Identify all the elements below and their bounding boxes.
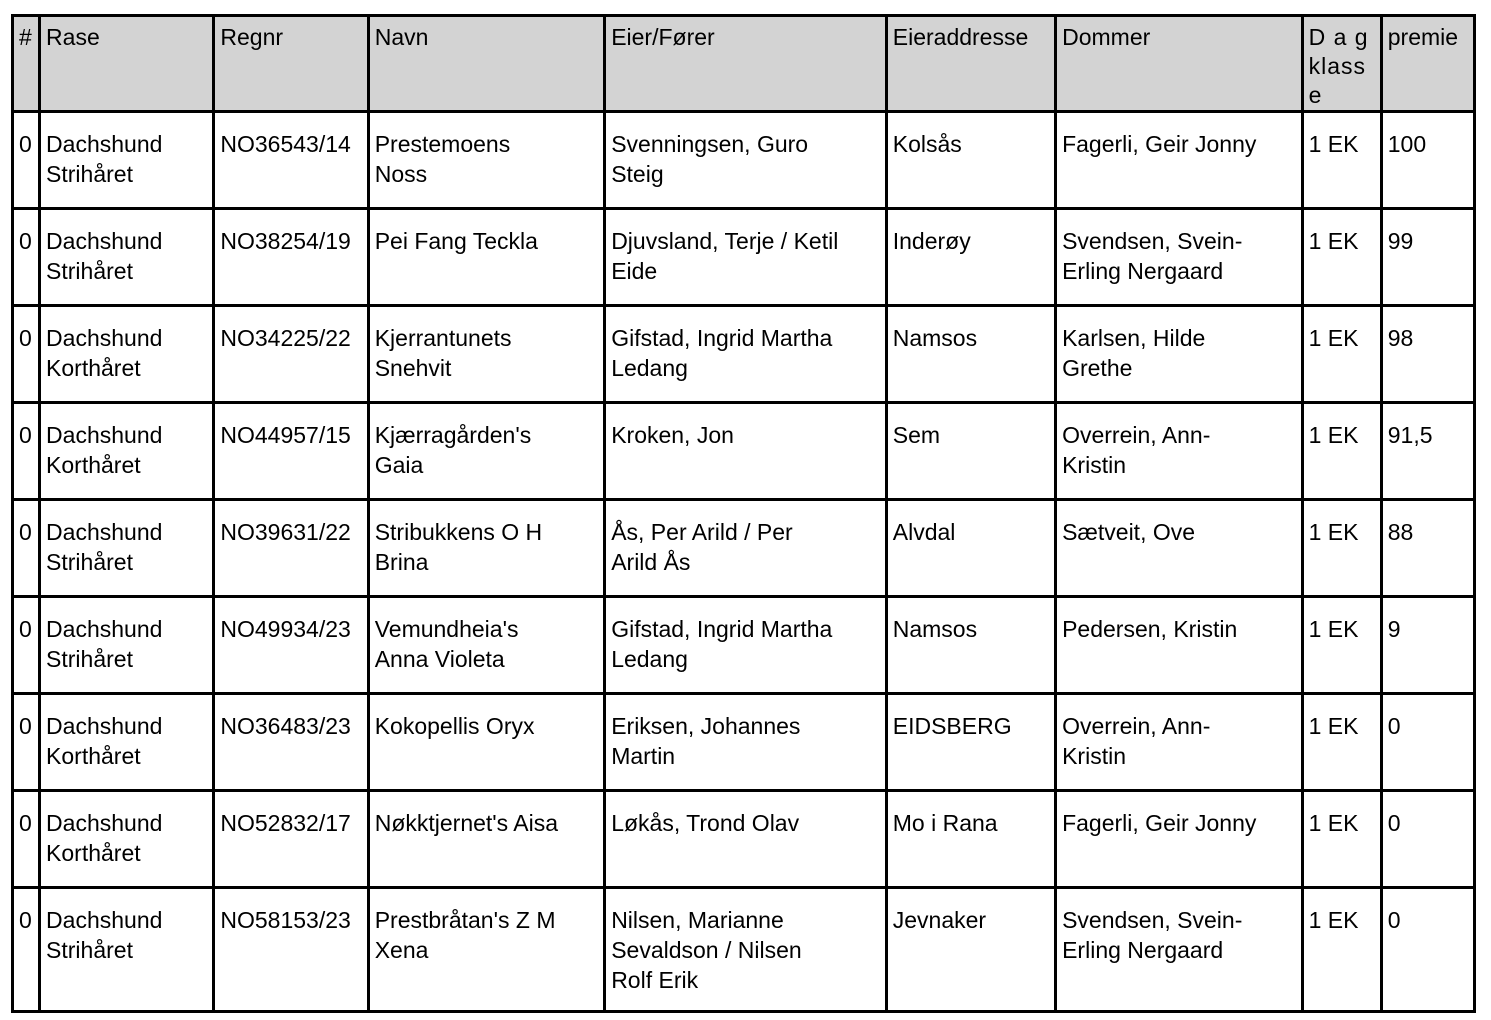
header-number: # xyxy=(13,16,40,112)
cell-eier-forer: Djuvsland, Terje / Ketil Eide xyxy=(605,209,887,306)
cell-eier-forer: Nilsen, Marianne Sevaldson / Nilsen Rolf Erik xyxy=(605,888,887,1012)
cell-dommer: Fagerli, Geir Jonny xyxy=(1056,112,1303,209)
cell-number: 0 xyxy=(13,403,40,500)
cell-regnr: NO52832/17 xyxy=(214,791,368,888)
table-row xyxy=(13,403,1475,500)
cell-rase: Dachshund Korthåret xyxy=(40,403,214,500)
table-row xyxy=(13,791,1475,888)
header-eieraddresse: Eieraddresse xyxy=(886,16,1055,112)
header-premie: premie xyxy=(1381,16,1474,112)
cell-navn: Kjerrantunets Snehvit xyxy=(368,306,604,403)
table-row xyxy=(13,112,1475,209)
cell-navn: Nøkktjernet's Aisa xyxy=(368,791,604,888)
cell-navn: Stribukkens O H Brina xyxy=(368,500,604,597)
header-navn: Navn xyxy=(368,16,604,112)
cell-regnr: NO58153/23 xyxy=(214,888,368,1012)
cell-number: 0 xyxy=(13,888,40,1012)
cell-premie: 98 xyxy=(1381,306,1474,403)
cell-rase: Dachshund Strihåret xyxy=(40,209,214,306)
table-row xyxy=(13,500,1475,597)
cell-dag-klasse: 1 EK xyxy=(1302,306,1381,403)
cell-dommer: Overrein, Ann- Kristin xyxy=(1056,403,1303,500)
header-dommer: Dommer xyxy=(1056,16,1303,112)
header-regnr: Regnr xyxy=(214,16,368,112)
cell-eieraddresse: Mo i Rana xyxy=(886,791,1055,888)
cell-rase: Dachshund Korthåret xyxy=(40,306,214,403)
cell-eieraddresse: EIDSBERG xyxy=(886,694,1055,791)
cell-eier-forer: Kroken, Jon xyxy=(605,403,887,500)
cell-rase: Dachshund Strihåret xyxy=(40,112,214,209)
cell-eieraddresse: Namsos xyxy=(886,597,1055,694)
table-row xyxy=(13,888,1475,1012)
cell-dag-klasse: 1 EK xyxy=(1302,694,1381,791)
header-rase: Rase xyxy=(40,16,214,112)
table-row xyxy=(13,306,1475,403)
cell-dommer: Karlsen, Hilde Grethe xyxy=(1056,306,1303,403)
table-body xyxy=(13,112,1475,1012)
cell-dommer: Pedersen, Kristin xyxy=(1056,597,1303,694)
cell-dommer: Svendsen, Svein- Erling Nergaard xyxy=(1056,888,1303,1012)
cell-number: 0 xyxy=(13,791,40,888)
cell-navn: Pei Fang Teckla xyxy=(368,209,604,306)
cell-premie: 100 xyxy=(1381,112,1474,209)
cell-dag-klasse: 1 EK xyxy=(1302,500,1381,597)
cell-eieraddresse: Namsos xyxy=(886,306,1055,403)
cell-premie: 88 xyxy=(1381,500,1474,597)
cell-rase: Dachshund Strihåret xyxy=(40,888,214,1012)
cell-regnr: NO36483/23 xyxy=(214,694,368,791)
cell-navn: Prestbråtan's Z M Xena xyxy=(368,888,604,1012)
cell-eier-forer: Gifstad, Ingrid Martha Ledang xyxy=(605,597,887,694)
cell-premie: 0 xyxy=(1381,791,1474,888)
cell-dommer: Overrein, Ann- Kristin xyxy=(1056,694,1303,791)
cell-dag-klasse: 1 EK xyxy=(1302,597,1381,694)
cell-eieraddresse: Inderøy xyxy=(886,209,1055,306)
cell-rase: Dachshund Strihåret xyxy=(40,597,214,694)
cell-rase: Dachshund Korthåret xyxy=(40,791,214,888)
cell-premie: 0 xyxy=(1381,694,1474,791)
header-row xyxy=(13,16,1475,112)
cell-eier-forer: Svenningsen, Guro Steig xyxy=(605,112,887,209)
cell-eier-forer: Ås, Per Arild / Per Arild Ås xyxy=(605,500,887,597)
cell-eieraddresse: Alvdal xyxy=(886,500,1055,597)
cell-regnr: NO36543/14 xyxy=(214,112,368,209)
cell-eier-forer: Gifstad, Ingrid Martha Ledang xyxy=(605,306,887,403)
cell-eieraddresse: Jevnaker xyxy=(886,888,1055,1012)
cell-navn: Kjærragården's Gaia xyxy=(368,403,604,500)
cell-dag-klasse: 1 EK xyxy=(1302,112,1381,209)
cell-number: 0 xyxy=(13,694,40,791)
cell-eieraddresse: Kolsås xyxy=(886,112,1055,209)
cell-regnr: NO38254/19 xyxy=(214,209,368,306)
cell-dag-klasse: 1 EK xyxy=(1302,209,1381,306)
cell-number: 0 xyxy=(13,209,40,306)
cell-dommer: Svendsen, Svein- Erling Nergaard xyxy=(1056,209,1303,306)
cell-eieraddresse: Sem xyxy=(886,403,1055,500)
cell-dommer: Fagerli, Geir Jonny xyxy=(1056,791,1303,888)
cell-rase: Dachshund Strihåret xyxy=(40,500,214,597)
cell-regnr: NO49934/23 xyxy=(214,597,368,694)
cell-dommer: Sætveit, Ove xyxy=(1056,500,1303,597)
table-row xyxy=(13,597,1475,694)
cell-number: 0 xyxy=(13,500,40,597)
cell-premie: 9 xyxy=(1381,597,1474,694)
header-eier-forer: Eier/Fører xyxy=(605,16,887,112)
cell-premie: 91,5 xyxy=(1381,403,1474,500)
cell-eier-forer: Løkås, Trond Olav xyxy=(605,791,887,888)
cell-number: 0 xyxy=(13,597,40,694)
cell-regnr: NO34225/22 xyxy=(214,306,368,403)
results-table xyxy=(11,14,1476,1013)
cell-dag-klasse: 1 EK xyxy=(1302,403,1381,500)
cell-dag-klasse: 1 EK xyxy=(1302,888,1381,1012)
cell-navn: Vemundheia's Anna Violeta xyxy=(368,597,604,694)
cell-number: 0 xyxy=(13,306,40,403)
cell-dag-klasse: 1 EK xyxy=(1302,791,1381,888)
header-dag-klasse: D a g klass e xyxy=(1302,16,1381,112)
cell-rase: Dachshund Korthåret xyxy=(40,694,214,791)
table-row xyxy=(13,694,1475,791)
cell-eier-forer: Eriksen, Johannes Martin xyxy=(605,694,887,791)
cell-regnr: NO44957/15 xyxy=(214,403,368,500)
cell-navn: Prestemoens Noss xyxy=(368,112,604,209)
cell-premie: 99 xyxy=(1381,209,1474,306)
table-row xyxy=(13,209,1475,306)
cell-premie: 0 xyxy=(1381,888,1474,1012)
cell-navn: Kokopellis Oryx xyxy=(368,694,604,791)
cell-regnr: NO39631/22 xyxy=(214,500,368,597)
cell-number: 0 xyxy=(13,112,40,209)
